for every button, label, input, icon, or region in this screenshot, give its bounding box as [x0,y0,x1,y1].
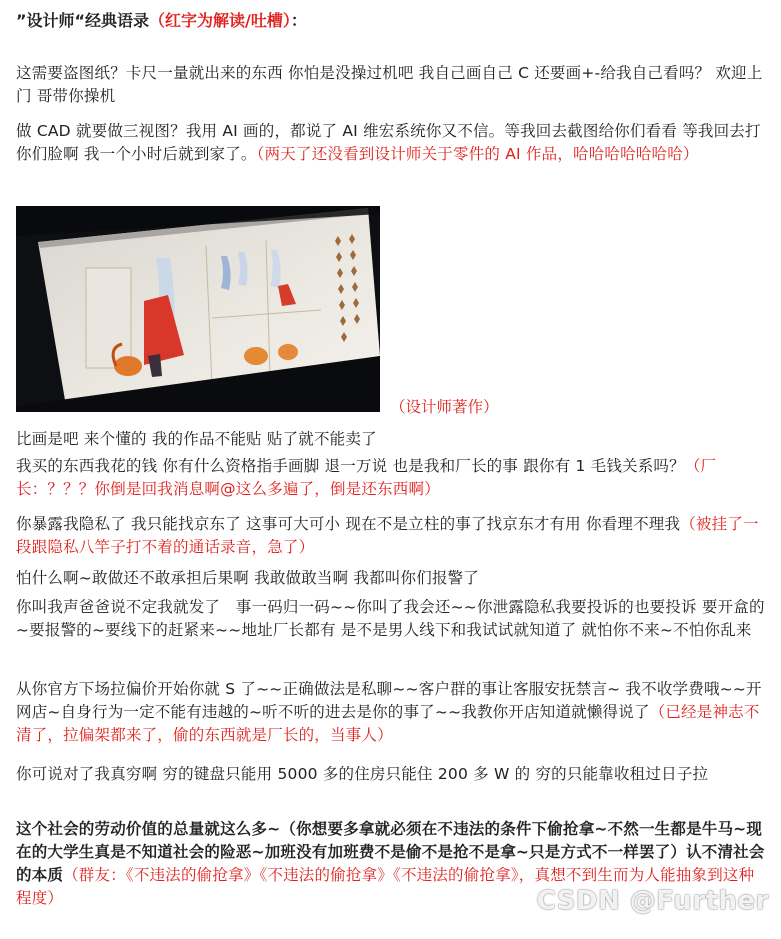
quote-comment: （厂长：？？？你倒是回我消息啊@这么多遍了，倒是还东西啊） [16,457,717,498]
quote-comment: （两天了还没看到设计师关于零件的 AI 作品，哈哈哈哈哈哈哈） [256,145,699,163]
quote-paragraph-4 [16,455,766,501]
quote-text: 这需要盗图纸？卡尺一量就出来的东西 你怕是没操过机吧 我自己画自己 C 还要画+-给我自己看吗？ 欢迎上门 哥带你操机 [16,64,763,105]
quote-text: 怕什么啊~敢做还不敢承担后果啊 我敢做敢当啊 我都叫你们报警了 [16,569,480,587]
quote-text: 你暴露我隐私了 我只能找京东了 这事可大可小 现在不是立柱的事了找京东才有用 你看理不理我 [16,515,681,533]
title-annotation: （红字为解读/吐槽） [149,11,291,30]
watermark: CSDN @Further [536,886,769,916]
title-prefix: ”设计师“经典语录 [16,11,150,30]
quote-paragraph-9 [16,763,766,786]
quote-text: 我买的东西我花的钱 你有什么资格指手画脚 退一万说 也是我和厂长的事 跟你有 1 毛钱关系吗？ [16,457,685,475]
document-title [16,9,307,33]
quote-paragraph-6 [16,567,766,590]
quote-paragraph-1 [16,62,766,108]
quote-text: 做 CAD 就要做三视图？我用 AI 画的，都说了 AI 维宏系统你又不信。等我回去截图给你们看看 等我回去打你们脸啊 我一个小时后就到家了。 [16,122,761,163]
quote-text: 你可说对了我真穷啊 穷的键盘只能用 5000 多的住房只能住 200 多 W 的 穷的只能靠收租过日子拉 [16,765,709,783]
artwork-photo-illustration [16,206,380,412]
designer-artwork-photo [16,206,380,412]
quote-comment: （群友：《不违法的偷抢拿》《不违法的偷抢拿》《不违法的偷抢拿》，真想不到生而为人能抽象到这种程度） [16,866,755,907]
quote-text: 这个社会的劳动价值的总量就这么多~（你想要多拿就必须在不违法的条件下偷抢拿~不然一生都是牛马~现在的大学生真是不知道社会的险恶~加班没有加班费不是偷不是抢不是拿~只是方式不一样罢了）认不清社会的本质 [16,820,765,884]
quote-paragraph-5 [16,513,766,559]
quote-paragraph-2 [16,120,766,166]
quote-paragraph-8 [16,678,766,747]
quote-comment: （已经是神志不清了，拉偏架都来了，偷的东西就是厂长的，当事人） [16,703,760,744]
image-caption: （设计师著作） [390,398,499,416]
title-suffix: ： [290,11,307,30]
quote-text: 从你官方下场拉偏价开始你就 S 了~~正确做法是私聊~~客户群的事让客服安抚禁言~ 我不收学费哦~~开网店~自身行为一定不能有违越的~听不听的进去是你的事了~~我教你开店知道就懒得说了 [16,680,762,721]
quote-text: 比画是吧 来个懂的 我的作品不能贴 贴了就不能卖了 [16,430,377,448]
quote-text: 你叫我声爸爸说不定我就发了 事一码归一码~~你叫了我会还~~你泄露隐私我要投诉的也要投诉 要开盒的~要报警的~要线下的赶紧来~~地址厂长都有 是不是男人线下和我试试就知道了 就怕你不来~不怕你乱来 [16,598,765,639]
quote-paragraph-7 [16,596,766,642]
quote-paragraph-3 [16,428,766,451]
quote-comment: （被挂了一段跟隐私八竿子打不着的通话录音，急了） [16,515,759,556]
